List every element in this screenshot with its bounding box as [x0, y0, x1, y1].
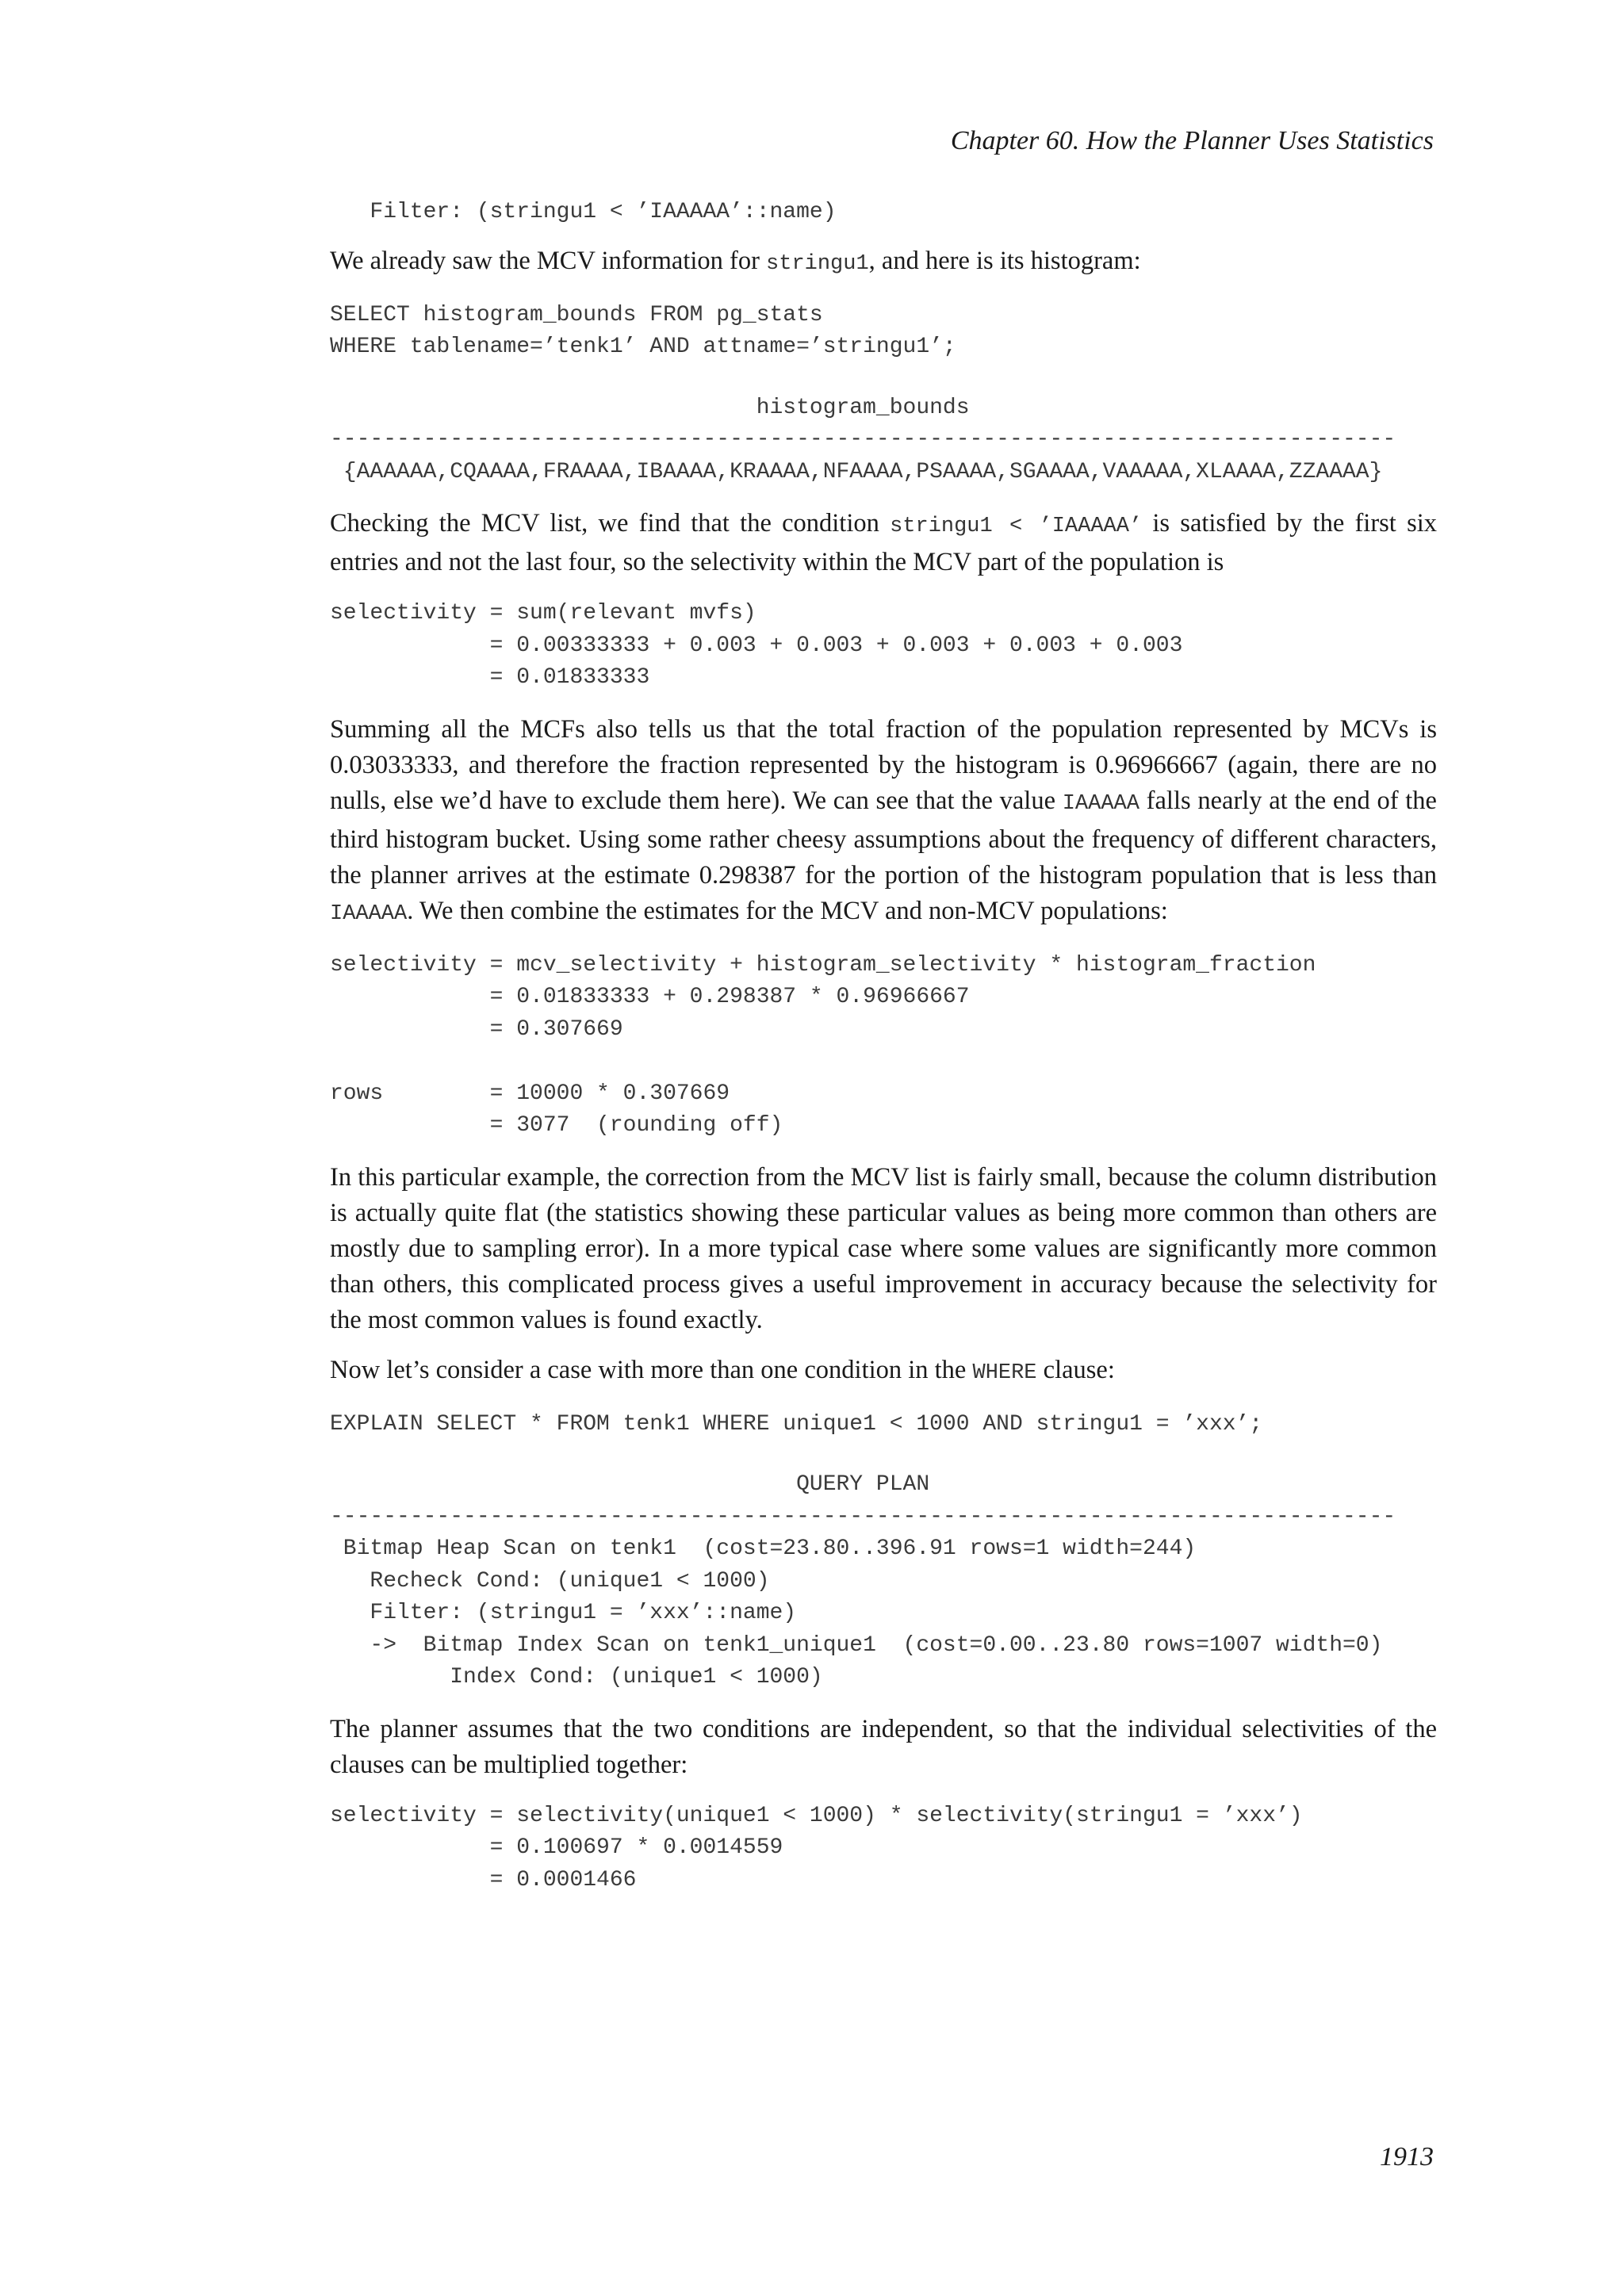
inline-code: stringu1 [766, 251, 869, 276]
running-header: Chapter 60. How the Planner Uses Statistics [950, 126, 1434, 155]
text-run: , and here is its histogram: [868, 246, 1141, 275]
paragraph-histogram-estimate [330, 712, 1437, 932]
text-run: falls nearly at the end of the third histogram bucket. Using some rather cheesy assumptions about the frequency of different characters, the planner arrives at the estimate 0.298387 for the portion of the histogram population that is less than [330, 786, 1437, 890]
text-run: is satisfied by the first six entries and not the last four, so the selectivity within the MCV part of the population is [330, 509, 1437, 576]
page-number: 1913 [1380, 2142, 1434, 2172]
code-select-histogram: SELECT histogram_bounds FROM pg_stats WHERE tablename=’tenk1’ AND attname=’stringu1’; [330, 302, 956, 359]
code-selectivity-product: selectivity = selectivity(unique1 < 1000) * selectivity(stringu1 = ’xxx’) = 0.100697 * 0.0014559 = 0.0001466 [330, 1803, 1303, 1892]
text-run: clause: [1036, 1355, 1115, 1384]
inline-code: WHERE [972, 1360, 1037, 1385]
inline-code: IAAAAA [330, 901, 408, 926]
code-filter-line: Filter: (stringu1 < ’IAAAAA’::name) [330, 200, 837, 224]
paragraph-independence: The planner assumes that the two conditions are independent, so that the individual selectivities of the clauses can be multiplied together: [330, 1714, 1437, 1779]
text-run: Now let’s consider a case with more than one condition in the [330, 1355, 973, 1384]
code-selectivity-mcv: selectivity = sum(relevant mvfs) = 0.00333333 + 0.003 + 0.003 + 0.003 + 0.003 + 0.003 = 0.01833333 [330, 601, 1183, 690]
paragraph-histogram-intro [330, 243, 1437, 282]
text-run: Checking the MCV list, we find that the condition [330, 509, 891, 538]
page-content [330, 197, 1515, 1896]
text-run: We already saw the MCV information for [330, 246, 767, 275]
inline-code: stringu1 < ’IAAAAA’ [890, 515, 1143, 538]
code-selectivity-combined: selectivity = mcv_selectivity + histogram_selectivity * histogram_fraction = 0.01833333 + 0.298387 * 0.96966667 = 0.307669 rows = 10000 * 0.307669 = 3077 (rounding off) [330, 952, 1316, 1138]
paragraph-correction-note: In this particular example, the correction from the MCV list is fairly small, because the column distribution is actually quite flat (the statistics showing these particular values as being more common than others are mostly due to sampling error). In a more typical case where some values are significantly more common than others, this complicated process gives a useful improvement in accuracy because the selectivity for the most common values is found exactly. [330, 1162, 1437, 1334]
code-histogram-result: histogram_bounds -------------------------------------------------------------------------------- {AAAAAA,CQAAAA,FRAAAA,IBAAAA,KRAAAA,NFAAAA,PSAAAA,SGAAAA,VAAAAA,XLAAAA,ZZAAAA} [330, 395, 1396, 484]
paragraph-multi-condition [330, 1353, 1437, 1391]
paragraph-mcv-check [330, 506, 1437, 580]
code-explain-query: EXPLAIN SELECT * FROM tenk1 WHERE unique1 < 1000 AND stringu1 = ’xxx’; [330, 1411, 1263, 1437]
inline-code: IAAAAA [1062, 791, 1139, 816]
text-run: . We then combine the estimates for the MCV and non-MCV populations: [407, 896, 1168, 925]
text-run: Summing all the MCFs also tells us that the total fraction of the population represented by MCVs is 0.03033333, and therefore the fraction represented by the histogram is 0.96966667 (again, there are no nulls, else we’d have to exclude them here). We can see that the value [330, 714, 1437, 815]
code-query-plan: QUERY PLAN -------------------------------------------------------------------------------- Bitmap Heap Scan on tenk1 (cost=23.80..396.91 rows=1 width=244) Recheck Cond: (unique1 < 1000) Filter: (stringu1 = ’xxx’::name) -> Bitmap Index Scan on tenk1_unique1 (cost=0.00..23.80 rows=1007 width=0) Index Cond: (unique1 < 1000) [330, 1472, 1396, 1689]
